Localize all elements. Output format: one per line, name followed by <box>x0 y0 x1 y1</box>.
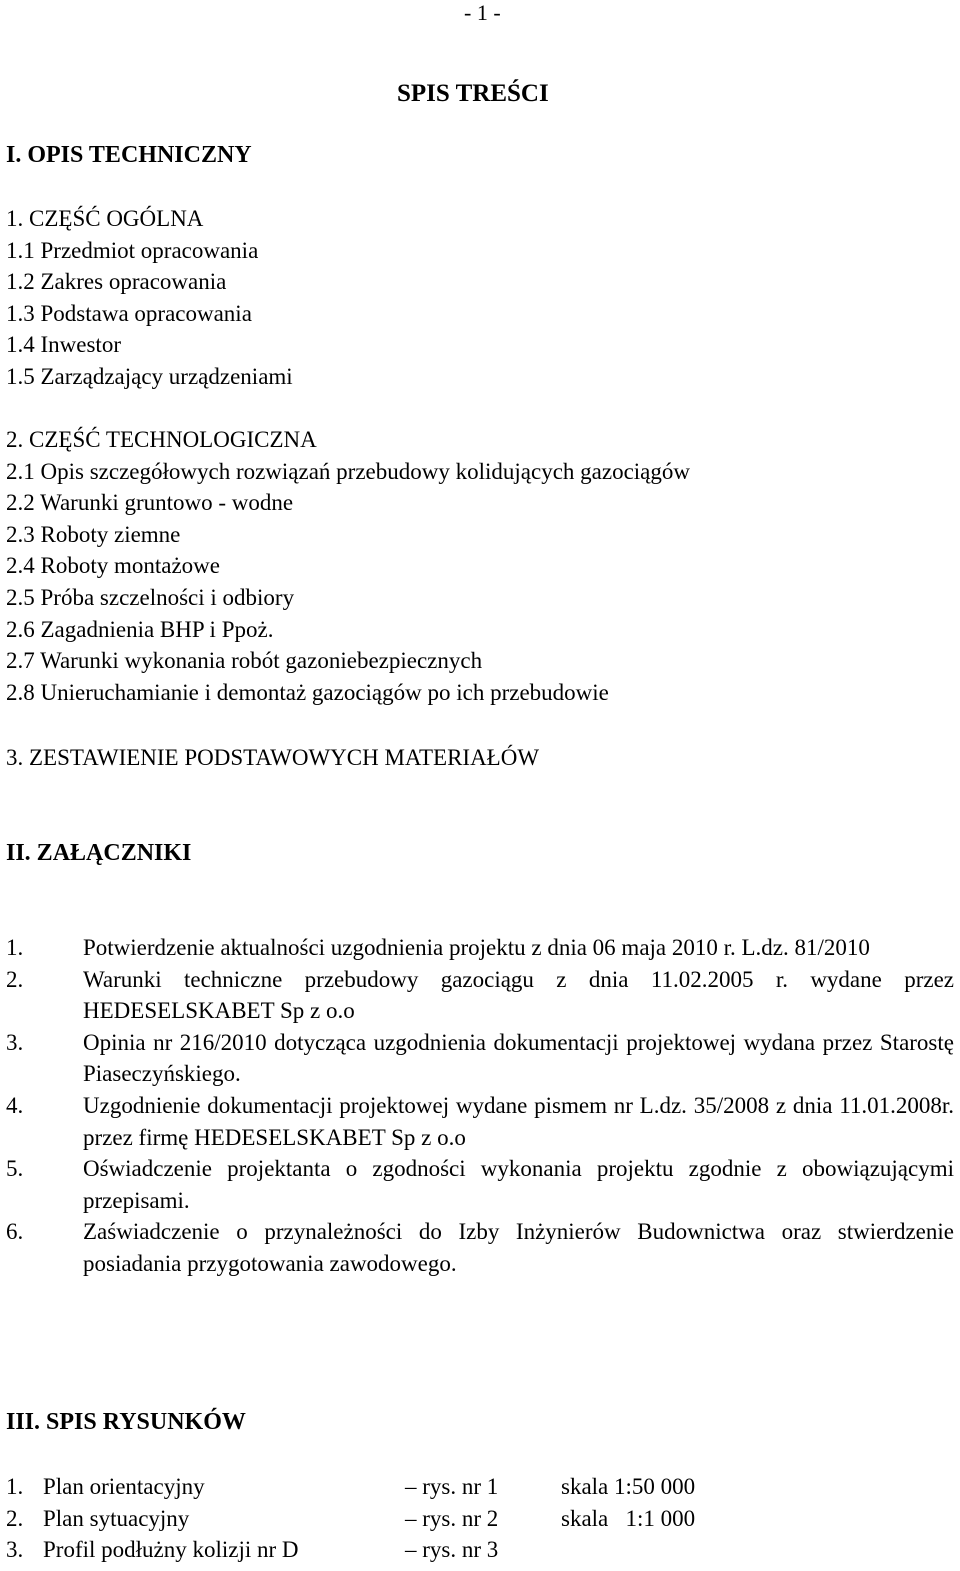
item-text: Warunki techniczne przebudowy gazociągu z dnia 11.02.2005 r. wydane przez HEDESELSKABET Sp z o.o <box>83 966 954 1024</box>
attachments-list <box>6 932 954 1280</box>
list-item <box>6 1027 954 1090</box>
drawing-name: Plan sytuacyjny <box>43 1505 190 1531</box>
item-number: 3. <box>6 1537 24 1563</box>
drawing-scale: skala 1:1 000 <box>561 1505 696 1531</box>
drawing-ref: – rys. nr 2 <box>405 1505 499 1531</box>
item-text: Opinia nr 216/2010 dotycząca uzgodnienia dokumentacji projektowej wydana przez Starostę Piaseczyńskiego. <box>83 1029 954 1087</box>
toc-item: 1.5 Zarządzający urządzeniami <box>6 363 293 389</box>
item-text: Potwierdzenie aktualności uzgodnienia projektu z dnia 06 maja 2010 r. L.dz. 81/2010 <box>83 935 870 960</box>
toc-item: 2.5 Próba szczelności i odbiory <box>6 584 295 610</box>
toc-item: 2.7 Warunki wykonania robót gazoniebezpiecznych <box>6 648 483 674</box>
toc-item: 1.3 Podstawa opracowania <box>6 300 252 326</box>
item-number: 3. <box>6 1029 24 1055</box>
toc-item: 2.4 Roboty montażowe <box>6 553 220 579</box>
section-heading-drawings: III. SPIS RYSUNKÓW <box>6 1409 246 1435</box>
item-number: 1. <box>6 1474 24 1499</box>
page-number: - 1 - <box>464 0 501 25</box>
toc-item: 2.8 Unieruchamianie i demontaż gazociągów po ich przebudowie <box>6 679 609 705</box>
toc-item: 2.3 Roboty ziemne <box>6 521 181 547</box>
section-heading-attachments: II. ZAŁĄCZNIKI <box>6 840 192 866</box>
drawing-scale: skala 1:50 000 <box>561 1474 696 1499</box>
drawing-name: Plan orientacyjny <box>43 1474 205 1499</box>
drawings-list <box>6 1471 761 1566</box>
item-number: 2. <box>6 1505 24 1531</box>
part1-list <box>6 203 293 393</box>
list-item <box>6 1153 954 1216</box>
list-item <box>6 1471 761 1503</box>
section-heading-technical: I. OPIS TECHNICZNY <box>6 142 252 168</box>
item-number: 4. <box>6 1092 24 1118</box>
list-item <box>6 1090 954 1153</box>
item-number: 2. <box>6 966 24 992</box>
list-item <box>6 932 954 964</box>
drawing-name: Profil podłużny kolizji nr D <box>43 1537 299 1563</box>
item-text: Zaświadczenie o przynależności do Izby Inżynierów Budownictwa oraz stwierdzenie posiadania przygotowania zawodowego. <box>83 1219 954 1276</box>
list-item <box>6 964 954 1027</box>
list-item <box>6 1503 761 1535</box>
toc-item: 2.2 Warunki gruntowo - wodne <box>6 490 294 516</box>
drawing-ref: – rys. nr 3 <box>405 1537 499 1563</box>
toc-item: 1.4 Inwestor <box>6 332 121 358</box>
drawing-ref: – rys. nr 1 <box>405 1474 499 1499</box>
item-number: 5. <box>6 1156 24 1182</box>
toc-item: 1.2 Zakres opracowania <box>6 269 227 295</box>
item-text: Uzgodnienie dokumentacji projektowej wydane pismem nr L.dz. 35/2008 z dnia 11.01.2008r. przez firmę HEDESELSKABET Sp z o.o <box>83 1092 954 1150</box>
drawing-scale <box>561 1534 761 1566</box>
list-item <box>6 1534 761 1566</box>
part1-heading: 1. CZĘŚĆ OGÓLNA <box>6 206 204 231</box>
item-number: 6. <box>6 1219 24 1245</box>
toc-item: 2.6 Zagadnienia BHP i Ppoż. <box>6 616 274 642</box>
list-item <box>6 1216 954 1279</box>
toc-item: 1.1 Przedmiot opracowania <box>6 237 259 263</box>
part2-heading: 2. CZĘŚĆ TECHNOLOGICZNA <box>6 427 317 452</box>
toc-item: 2.1 Opis szczegółowych rozwiązań przebudowy kolidujących gazociągów <box>6 458 691 484</box>
part3-heading: 3. ZESTAWIENIE PODSTAWOWYCH MATERIAŁÓW <box>6 745 540 770</box>
item-text: Oświadczenie projektanta o zgodności wykonania projektu zgodnie z obowiązującymi przepisami. <box>83 1156 954 1213</box>
page-title: SPIS TREŚCI <box>397 80 549 107</box>
item-number: 1. <box>6 935 24 960</box>
part2-list <box>6 424 690 708</box>
